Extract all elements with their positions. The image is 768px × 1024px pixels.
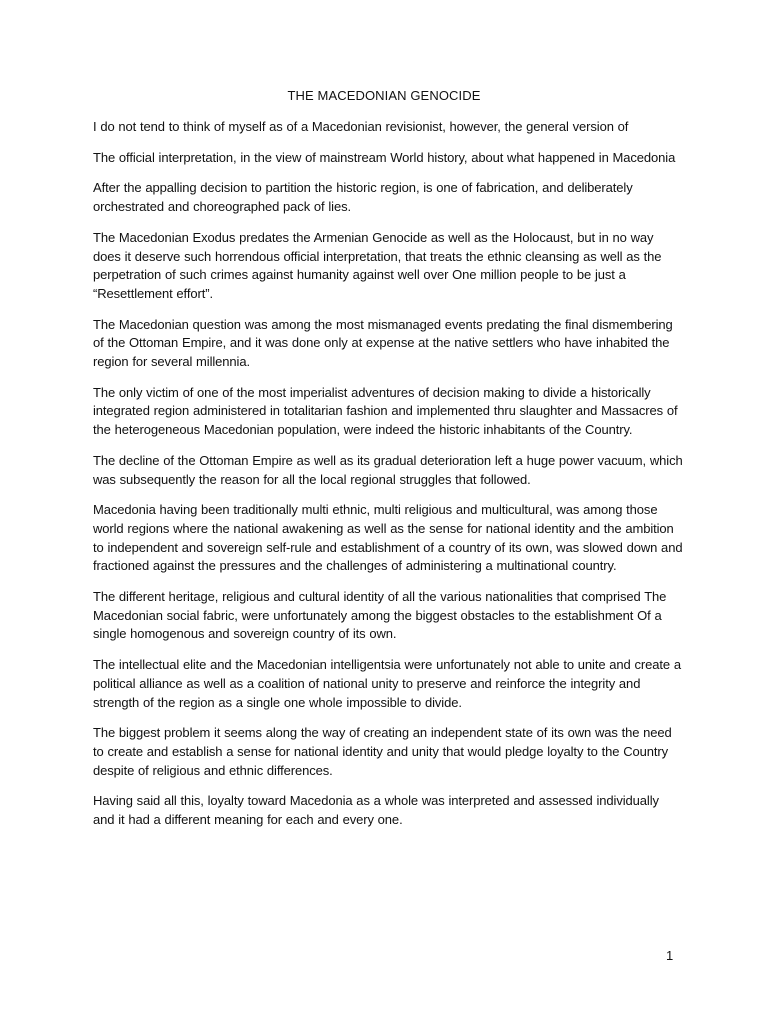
paragraph: The decline of the Ottoman Empire as well as its gradual deterioration left a huge power vacuum, which was subsequently the reason for all the local regional struggles that followed. [93, 452, 683, 487]
document-body [93, 118, 683, 842]
paragraph: The different heritage, religious and cultural identity of all the various nationalities that comprised The Macedonian social fabric, were unfortunately among the biggest obstacles to the establishment Of a single homogenous and sovereign country of its own. [93, 589, 667, 642]
paragraph: Macedonia having been traditionally multi ethnic, multi religious and multicultural, was among those world regions where the national awakening as well as the sense for national identity and the ambition to independent and sovereign self-rule and establishment of a country of its own, was slowed down and fractioned against the pressures and the challenges of administering a multinational country. [93, 502, 683, 574]
paragraph: The Macedonian Exodus predates the Armenian Genocide as well as the Holocaust, but in no way does it deserve such horrendous official interpretation, that treats the ethnic cleansing as well as the perpetration of such crimes against humanity against well over One million people to be just a “Resettlement effort”. [93, 229, 662, 301]
paragraph: Having said all this, loyalty toward Macedonia as a whole was interpreted and assessed individually and it had a different meaning for each and every one. [93, 793, 659, 828]
paragraph: The intellectual elite and the Macedonian intelligentsia were unfortunately not able to unite and create a political alliance as well as a coalition of national unity to preserve and reinforce the integrity and strength of the region as a single one whole impossible to divide. [93, 657, 681, 710]
paragraph: The biggest problem it seems along the way of creating an independent state of its own was the need to create and establish a sense for national identity and unity that would pledge loyalty to the Country despite of religious and ethnic differences. [93, 725, 672, 778]
document-title: THE MACEDONIAN GENOCIDE [287, 88, 481, 103]
page-number: 1 [666, 948, 674, 963]
paragraph: The only victim of one of the most imperialist adventures of decision making to divide a historically integrated region administered in totalitarian fashion and implemented thru slaughter and Massacres of the heterogeneous Macedonian population, were indeed the historic inhabitants of the Country. [93, 384, 678, 438]
paragraph: The official interpretation, in the view of mainstream World history, about what happened in Macedonia [93, 149, 676, 165]
paragraph: I do not tend to think of myself as of a Macedonian revisionist, however, the general version of [93, 119, 629, 134]
paragraph: After the appalling decision to partition the historic region, is one of fabrication, and deliberately orchestrated and choreographed pack of lies. [93, 180, 633, 215]
paragraph: The Macedonian question was among the most mismanaged events predating the final dismembering of the Ottoman Empire, and it was done only at expense at the native settlers who have inhabited the region for several millennia. [93, 316, 673, 370]
